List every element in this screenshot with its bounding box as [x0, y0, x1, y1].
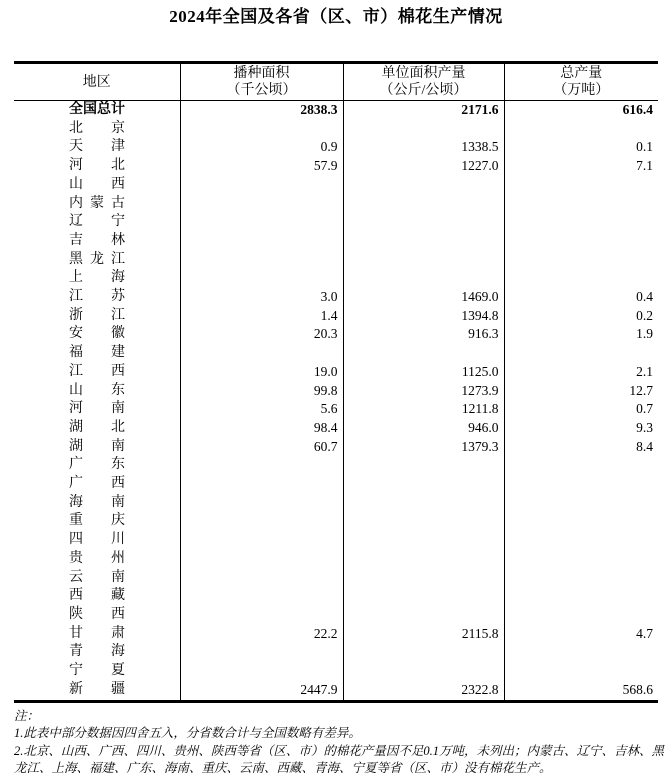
region-name: 福建: [69, 345, 125, 361]
col-header-sown-area: [180, 63, 343, 101]
total-output-value: [504, 269, 658, 288]
sown-area-value: [180, 269, 343, 288]
sown-area-value: 22.2: [180, 625, 343, 644]
region-name: 内蒙古: [69, 195, 125, 211]
sown-area-value: [180, 251, 343, 270]
table-row: [14, 569, 658, 588]
total-output-value: [504, 456, 658, 475]
table-row: [14, 512, 658, 531]
yield-per-area-value: [343, 587, 504, 606]
region-name-cell: [14, 269, 180, 288]
region-name-cell: [14, 456, 180, 475]
region-name-cell: [14, 325, 180, 344]
yield-per-area-value: [343, 662, 504, 681]
yield-per-area-value: 1338.5: [343, 138, 504, 157]
total-output-value: [504, 120, 658, 139]
table-row: [14, 550, 658, 569]
table-row: [14, 531, 658, 550]
table-row: [14, 138, 658, 157]
yield-per-area-value: 1469.0: [343, 288, 504, 307]
total-output-value: 568.6: [504, 681, 658, 701]
sown-area-value: [180, 176, 343, 195]
region-name: 河南: [69, 401, 125, 417]
sown-area-value: [180, 512, 343, 531]
yield-per-area-value: 2115.8: [343, 625, 504, 644]
region-name: 湖北: [69, 419, 125, 435]
total-output-value: [504, 531, 658, 550]
col-header-region: [14, 63, 180, 101]
col-header-yield-per-area: [343, 63, 504, 101]
sown-area-value: [180, 195, 343, 214]
region-name: 宁夏: [69, 663, 125, 679]
region-name-cell: [14, 288, 180, 307]
total-output-value: 9.3: [504, 419, 658, 438]
sown-area-value: 2838.3: [180, 101, 343, 120]
table-row: [14, 494, 658, 513]
table-row: [14, 400, 658, 419]
table-row: [14, 232, 658, 251]
yield-per-area-value: 2322.8: [343, 681, 504, 701]
sown-area-value: [180, 531, 343, 550]
region-name: 湖南: [69, 438, 125, 454]
table-row: [14, 213, 658, 232]
yield-per-area-value: [343, 643, 504, 662]
region-name-cell: [14, 344, 180, 363]
region-name-cell: [14, 363, 180, 382]
sown-area-value: 20.3: [180, 325, 343, 344]
region-name-cell: [14, 400, 180, 419]
region-name-cell: [14, 662, 180, 681]
table-row: [14, 120, 658, 139]
region-name: 云南: [69, 569, 125, 585]
sown-area-value: [180, 120, 343, 139]
region-name-cell: [14, 232, 180, 251]
region-name-cell: [14, 512, 180, 531]
yield-per-area-value: 946.0: [343, 419, 504, 438]
region-name: 江西: [69, 363, 125, 379]
notes-label: 注：: [14, 708, 40, 723]
region-name-cell: [14, 681, 180, 701]
yield-per-area-value: [343, 550, 504, 569]
table-row: [14, 157, 658, 176]
region-name-cell: [14, 157, 180, 176]
yield-per-area-value: [343, 512, 504, 531]
total-output-value: [504, 494, 658, 513]
region-name: 广东: [69, 457, 125, 473]
sown-area-value: 1.4: [180, 307, 343, 326]
region-name: 山西: [69, 176, 125, 192]
region-name: 甘肃: [69, 625, 125, 641]
table-row: [14, 662, 658, 681]
sown-area-value: [180, 344, 343, 363]
yield-per-area-value: [343, 531, 504, 550]
region-name: 北京: [69, 120, 125, 136]
sown-area-value: [180, 550, 343, 569]
region-name-cell: [14, 569, 180, 588]
col-header-total-output-label: 总产量: [560, 66, 603, 81]
yield-per-area-value: 1394.8: [343, 307, 504, 326]
sown-area-value: [180, 662, 343, 681]
yield-per-area-value: [343, 494, 504, 513]
cotton-production-table: [14, 61, 658, 703]
region-name: 天津: [69, 139, 125, 155]
yield-per-area-value: [343, 120, 504, 139]
total-output-value: [504, 606, 658, 625]
note-item-2: 2.北京、山西、广西、四川、贵州、陕西等省（区、市）的棉花产量因不足0.1万吨，未列出；内蒙古、辽宁、吉林、黑龙江、上海、福建、广东、海南、重庆、云南、西藏、青海、宁夏等省（区、市）没有棉花生产。: [14, 743, 665, 776]
table-row: [14, 382, 658, 401]
total-output-value: 1.9: [504, 325, 658, 344]
col-header-total-output-unit: （万吨）: [553, 83, 610, 98]
yield-per-area-value: 1379.3: [343, 438, 504, 457]
region-name-cell: [14, 438, 180, 457]
col-header-yield-per-area-unit: （公斤/公顷）: [379, 83, 468, 98]
region-name-cell: [14, 101, 180, 120]
sown-area-value: 5.6: [180, 400, 343, 419]
sown-area-value: [180, 456, 343, 475]
total-output-value: [504, 213, 658, 232]
region-name-cell: [14, 176, 180, 195]
region-name: 全国总计: [69, 102, 125, 117]
yield-per-area-value: 2171.6: [343, 101, 504, 120]
yield-per-area-value: 1211.8: [343, 400, 504, 419]
sown-area-value: [180, 643, 343, 662]
total-output-value: 7.1: [504, 157, 658, 176]
table-row: [14, 606, 658, 625]
total-output-value: 8.4: [504, 438, 658, 457]
table-row: [14, 288, 658, 307]
total-output-value: [504, 569, 658, 588]
sown-area-value: 57.9: [180, 157, 343, 176]
total-output-value: [504, 176, 658, 195]
total-output-value: [504, 643, 658, 662]
region-name-cell: [14, 475, 180, 494]
table-row: [14, 101, 658, 120]
total-output-value: [504, 512, 658, 531]
region-name: 青海: [69, 644, 125, 660]
table-row: [14, 625, 658, 644]
yield-per-area-value: 916.3: [343, 325, 504, 344]
region-name-cell: [14, 120, 180, 139]
col-header-sown-area-label: 播种面积: [233, 66, 290, 81]
yield-per-area-value: 1227.0: [343, 157, 504, 176]
region-name-cell: [14, 138, 180, 157]
yield-per-area-value: [343, 232, 504, 251]
table-row: [14, 587, 658, 606]
table-row: [14, 344, 658, 363]
sown-area-value: 19.0: [180, 363, 343, 382]
total-output-value: 12.7: [504, 382, 658, 401]
sown-area-value: [180, 606, 343, 625]
region-name-cell: [14, 307, 180, 326]
table-row: [14, 269, 658, 288]
region-name: 重庆: [69, 513, 125, 529]
yield-per-area-value: [343, 456, 504, 475]
sown-area-value: [180, 232, 343, 251]
table-row: [14, 195, 658, 214]
note-item-1: 1.此表中部分数据因四舍五入，分省数合计与全国数略有差异。: [14, 726, 361, 741]
yield-per-area-value: 1125.0: [343, 363, 504, 382]
total-output-value: 616.4: [504, 101, 658, 120]
yield-per-area-value: [343, 344, 504, 363]
col-header-region-label: 地区: [82, 74, 111, 90]
table-row: [14, 419, 658, 438]
total-output-value: 0.7: [504, 400, 658, 419]
total-output-value: 2.1: [504, 363, 658, 382]
total-output-value: [504, 344, 658, 363]
region-name-cell: [14, 251, 180, 270]
total-output-value: [504, 587, 658, 606]
region-name-cell: [14, 587, 180, 606]
region-name: 山东: [69, 382, 125, 398]
region-name: 黑龙江: [69, 251, 125, 267]
region-name: 广西: [69, 476, 125, 492]
total-output-value: [504, 662, 658, 681]
region-name-cell: [14, 643, 180, 662]
table-row: [14, 325, 658, 344]
yield-per-area-value: [343, 606, 504, 625]
table-row: [14, 681, 658, 701]
region-name: 贵州: [69, 550, 125, 566]
page-title: 2024年全国及各省（区、市）棉花生产情况: [169, 7, 503, 26]
table-header-row: [14, 63, 658, 101]
sown-area-value: 60.7: [180, 438, 343, 457]
region-name: 上海: [69, 270, 125, 286]
region-name-cell: [14, 550, 180, 569]
region-name-cell: [14, 419, 180, 438]
region-name: 安徽: [69, 326, 125, 342]
table-row: [14, 438, 658, 457]
table-row: [14, 456, 658, 475]
table-row: [14, 643, 658, 662]
sown-area-value: [180, 494, 343, 513]
total-output-value: 0.1: [504, 138, 658, 157]
total-output-value: [504, 550, 658, 569]
total-output-value: 0.4: [504, 288, 658, 307]
total-output-value: [504, 232, 658, 251]
region-name-cell: [14, 606, 180, 625]
col-header-yield-per-area-label: 单位面积产量: [381, 66, 466, 81]
col-header-sown-area-unit: （千公顷）: [226, 83, 297, 98]
region-name: 西藏: [69, 588, 125, 604]
sown-area-value: 99.8: [180, 382, 343, 401]
region-name-cell: [14, 494, 180, 513]
table-body: [14, 101, 658, 702]
sown-area-value: 98.4: [180, 419, 343, 438]
yield-per-area-value: 1273.9: [343, 382, 504, 401]
sown-area-value: 3.0: [180, 288, 343, 307]
region-name: 四川: [69, 532, 125, 548]
region-name: 海南: [69, 494, 125, 510]
total-output-value: [504, 475, 658, 494]
region-name-cell: [14, 382, 180, 401]
yield-per-area-value: [343, 176, 504, 195]
region-name: 辽宁: [69, 214, 125, 230]
region-name-cell: [14, 531, 180, 550]
yield-per-area-value: [343, 251, 504, 270]
region-name: 河北: [69, 158, 125, 174]
total-output-value: [504, 251, 658, 270]
sown-area-value: 0.9: [180, 138, 343, 157]
yield-per-area-value: [343, 213, 504, 232]
total-output-value: 4.7: [504, 625, 658, 644]
sown-area-value: [180, 569, 343, 588]
yield-per-area-value: [343, 269, 504, 288]
table-row: [14, 176, 658, 195]
col-header-total-output: [504, 63, 658, 101]
region-name: 陕西: [69, 606, 125, 622]
region-name: 吉林: [69, 232, 125, 248]
region-name: 新疆: [69, 681, 125, 697]
table-row: [14, 307, 658, 326]
region-name-cell: [14, 213, 180, 232]
table-row: [14, 475, 658, 494]
region-name-cell: [14, 625, 180, 644]
sown-area-value: 2447.9: [180, 681, 343, 701]
total-output-value: [504, 195, 658, 214]
table-row: [14, 251, 658, 270]
region-name-cell: [14, 195, 180, 214]
region-name: 江苏: [69, 289, 125, 305]
yield-per-area-value: [343, 195, 504, 214]
total-output-value: 0.2: [504, 307, 658, 326]
sown-area-value: [180, 475, 343, 494]
region-name: 浙江: [69, 307, 125, 323]
yield-per-area-value: [343, 475, 504, 494]
yield-per-area-value: [343, 569, 504, 588]
table-row: [14, 363, 658, 382]
notes: [14, 708, 664, 778]
sown-area-value: [180, 587, 343, 606]
sown-area-value: [180, 213, 343, 232]
